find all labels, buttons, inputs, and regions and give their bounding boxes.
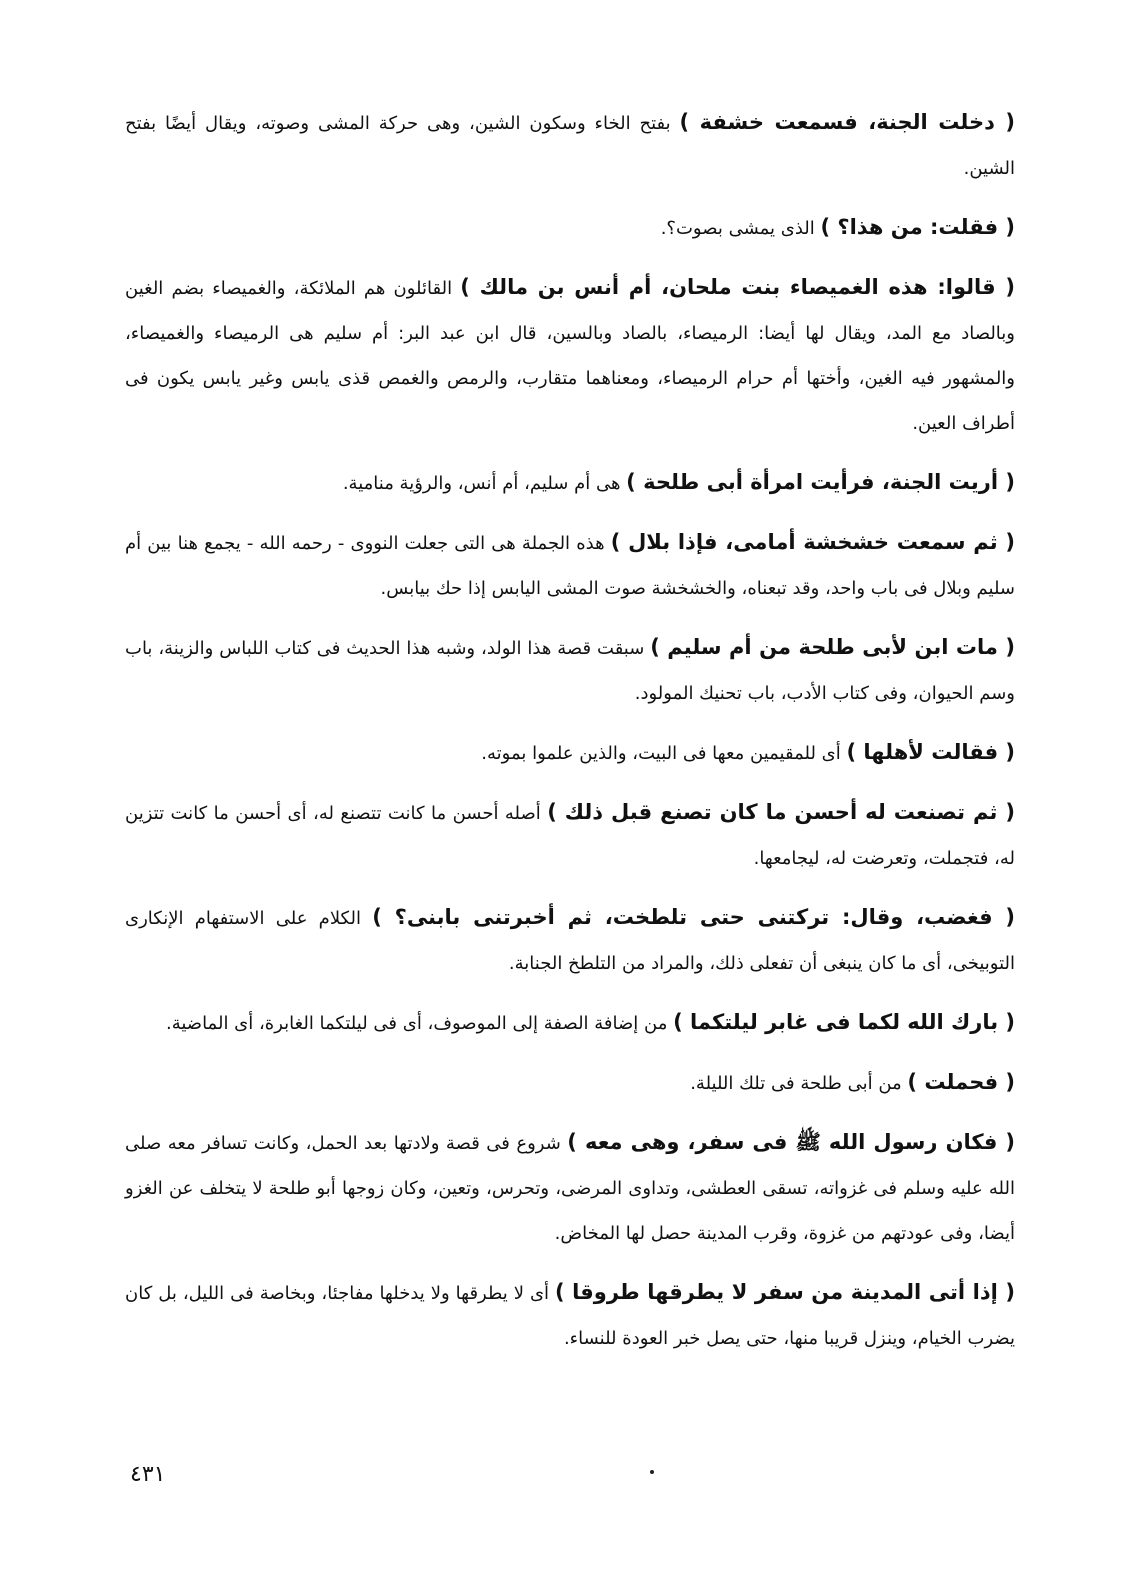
commentary-text: بفتح الخاء وسكون الشين، وهى حركة المشى وصوته، ويقال أيضًا بفتح الشين. <box>125 113 1015 179</box>
paragraph <box>125 265 1015 446</box>
hadith-phrase: ( فقالت لأهلها ) <box>846 740 1015 764</box>
paragraph <box>125 520 1015 611</box>
paragraph <box>125 790 1015 881</box>
commentary-text: من أبى طلحة فى تلك الليلة. <box>690 1073 908 1094</box>
hadith-phrase: ( بارك الله لكما فى غابر ليلتكما ) <box>673 1010 1015 1034</box>
hadith-phrase: ( قالوا: هذه الغميصاء بنت ملحان، أم أنس بن مالك ) <box>460 275 1015 299</box>
commentary-text: هذه الجملة هى التى جعلت النووى - رحمه الله - يجمع هنا بين أم سليم وبلال فى باب واحد، وقد تبعناه، والخشخشة صوت المشى اليابس إذا حك بيابس. <box>125 533 1015 599</box>
commentary-text: من إضافة الصفة إلى الموصوف، أى فى ليلتكما الغابرة، أى الماضية. <box>165 1013 674 1034</box>
commentary-text: القائلون هم الملائكة، والغميصاء بضم الغين وبالصاد مع المد، ويقال لها أيضا: الرميصاء، بالصاد وبالسين، قال ابن عبد البر: أم سليم هى الرميصاء والغميصاء، والمشهور فيه الغين، وأختها أم حرام الرميصاء، ومعناهما متقارب، والرمص والغمص قذى يابس وغير يابس يكون فى أطراف العين. <box>125 278 1015 434</box>
commentary-text: سبقت قصة هذا الولد، وشبه هذا الحديث فى كتاب اللباس والزينة، باب وسم الحيوان، وفى كتاب الأدب، باب تحنيك المولود. <box>125 638 1015 704</box>
hadith-phrase: ( دخلت الجنة، فسمعت خشفة ) <box>679 110 1015 134</box>
paragraph <box>125 100 1015 191</box>
hadith-phrase: ( فغضب، وقال: تركتنى حتى تلطخت، ثم أخبرتنى بابنى؟ ) <box>372 905 1016 929</box>
hadith-phrase: ( ثم تصنعت له أحسن ما كان تصنع قبل ذلك ) <box>547 800 1015 824</box>
commentary-text: أصله أحسن ما كانت تتصنع له، أى أحسن ما كانت تتزين له، فتجملت، وتعرضت له، ليجامعها. <box>125 803 1015 869</box>
paragraph <box>125 1270 1015 1361</box>
paragraph <box>125 1120 1015 1256</box>
paragraph <box>125 460 1015 506</box>
paragraph <box>125 1060 1015 1106</box>
hadith-phrase: ( فحملت ) <box>907 1070 1015 1094</box>
commentary-text: الذى يمشى بصوت؟. <box>660 218 821 239</box>
paragraph <box>125 625 1015 716</box>
commentary-text: شروع فى قصة ولادتها بعد الحمل، وكانت تسافر معه صلى الله عليه وسلم فى غزواته، تسقى العطشى، وتداوى المرضى، وتحرس، وتعين، وكان زوجها أبو طلحة لا يتخلف عن الغزو أيضا، وفى عودتهم من غزوة، وقرب المدينة حصل لها المخاض. <box>125 1133 1015 1244</box>
page-number: ٤٣١ <box>130 1462 166 1487</box>
scan-speck <box>650 1470 654 1474</box>
hadith-phrase: ( فقلت: من هذا؟ ) <box>820 215 1015 239</box>
paragraph <box>125 1000 1015 1046</box>
commentary-text: هى أم سليم، أم أنس، والرؤية منامية. <box>342 473 627 494</box>
paragraph <box>125 730 1015 776</box>
paragraph <box>125 895 1015 986</box>
commentary-text: أى للمقيمين معها فى البيت، والذين علموا بموته. <box>481 743 847 764</box>
paragraph <box>125 205 1015 251</box>
hadith-phrase: ( مات ابن لأبى طلحة من أم سليم ) <box>650 635 1015 659</box>
hadith-phrase: ( إذا أتى المدينة من سفر لا يطرقها طروقا ) <box>555 1280 1015 1304</box>
document-body <box>125 100 1015 1375</box>
hadith-phrase: ( فكان رسول الله ﷺ فى سفر، وهى معه ) <box>567 1130 1015 1154</box>
commentary-text: الكلام على الاستفهام الإنكارى التوبيخى، أى ما كان ينبغى أن تفعلى ذلك، والمراد من التلطخ الجنابة. <box>125 908 1015 974</box>
hadith-phrase: ( أريت الجنة، فرأيت امرأة أبى طلحة ) <box>626 470 1015 494</box>
commentary-text: أى لا يطرقها ولا يدخلها مفاجئا، وبخاصة فى الليل، بل كان يضرب الخيام، وينزل قريبا منها، حتى يصل خبر العودة للنساء. <box>125 1283 1015 1349</box>
hadith-phrase: ( ثم سمعت خشخشة أمامى، فإذا بلال ) <box>610 530 1015 554</box>
